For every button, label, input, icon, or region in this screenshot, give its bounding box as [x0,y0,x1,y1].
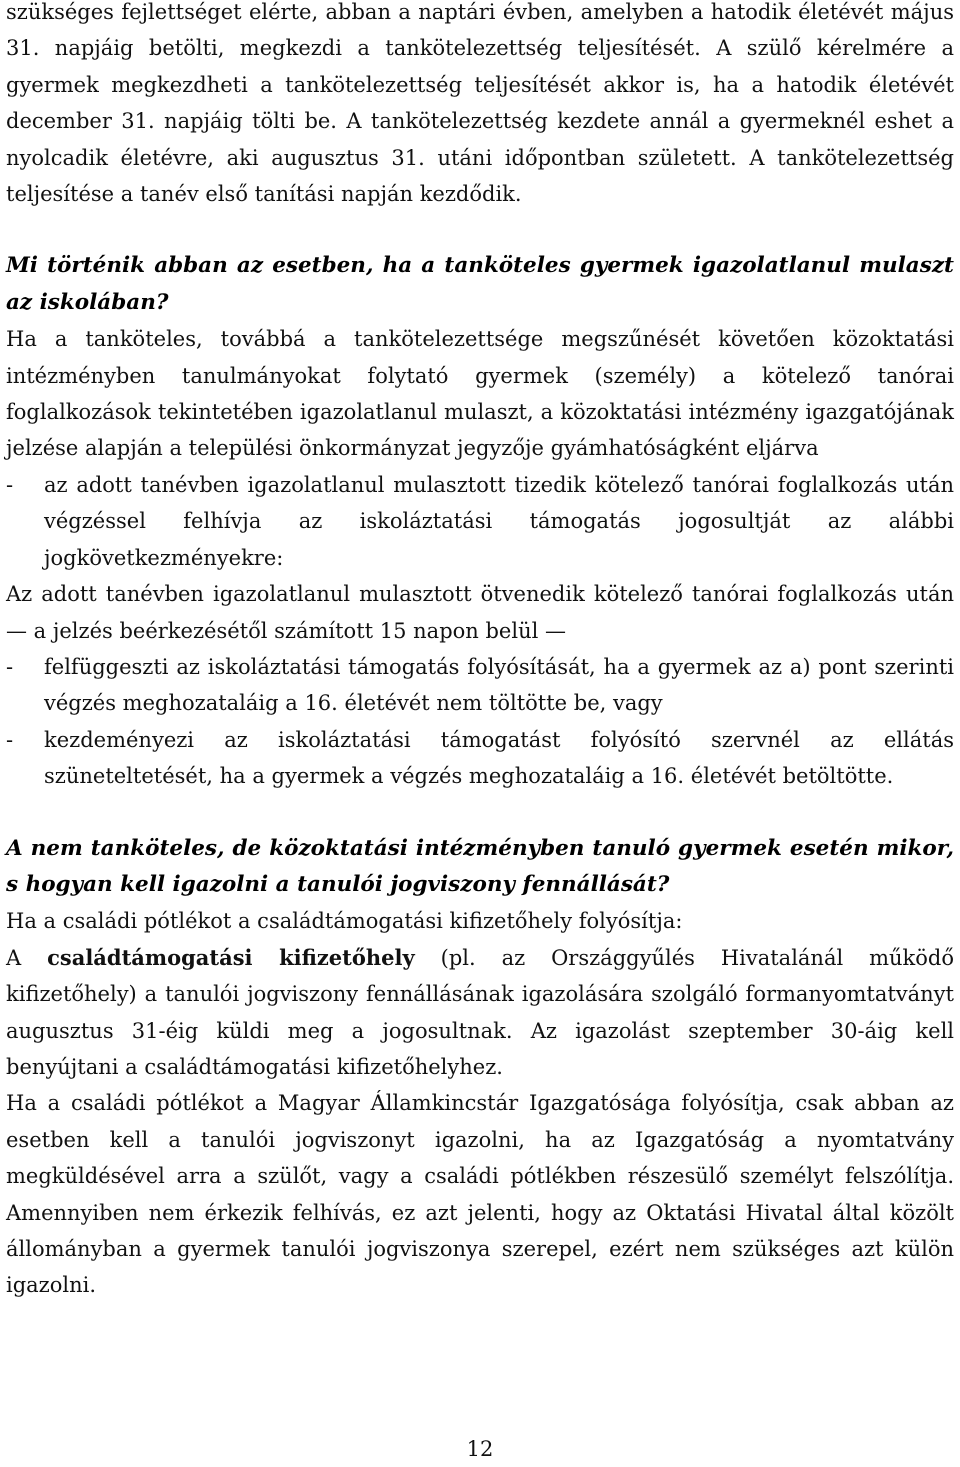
truancy-paragraph: Ha a tanköteles, továbbá a tankötelezettsége megszűnését követően közoktatási intézményben tanulmányokat folytató gyermek (személy) a kötelező tanórai foglalkozások tekintetében igazolatlanul mulaszt, a közoktatási intézmény igazgatójának jelzése alapján a települési önkormányzat jegyzője gyámhatóságként eljárva [6,327,954,461]
section-heading-enrollment: A nem tanköteles, de közoktatási intézményben tanuló gyermek esetén mikor, s hogyan kell igazolni a tanulói jogviszony fennállását? [6,835,954,897]
list-item [6,467,954,576]
list-dash: - [6,727,14,752]
payer-line: Ha a családi pótlékot a családtámogatási kifizetőhely folyósítja: [6,909,683,934]
consequence-paragraph: Az adott tanévben igazolatlanul mulasztott ötvenedik kötelező tanórai foglalkozás után — a jelzés beérkezésétől számított 15 napon belül — [6,582,954,643]
list-item [6,722,954,795]
section-heading-truancy: Mi történik abban az esetben, ha a tanköteles gyermek igazolatlanul mulaszt az iskolában? [6,253,954,315]
page-number: 12 [466,1437,494,1461]
list-dash: - [6,472,14,497]
document-page [6,0,954,1304]
list-item [6,649,954,722]
payer-paragraph-start: A [6,945,22,970]
list-item-text: kezdeményezi az iskoláztatási támogatást folyósító szervnél az ellátás szüneteltetését, ha a gyermek a végzés meghozataláig a 16. életévét betöltötte. [44,727,954,789]
payer-paragraph [6,940,954,1086]
payer-bold-term: családtámogatási kifizetőhely [47,944,415,970]
list-dash: - [6,654,14,679]
intro-paragraph: szükséges fejlettséget elérte, abban a naptári évben, amelyben a hatodik életévét május 31. napjáig betölti, megkezdi a tankötelezettség teljesítését. A szülő kérelmére a gyermek megkezdheti a tankötelezettség teljesítését akkor is, ha a hatodik életévét december 31. napjáig tölti be. A tankötelezettség kezdete annál a gyermeknél eshet a nyolcadik életévre, aki augusztus 31. utáni időpontban született. A tankötelezettség teljesítése a tanév első tanítási napján kezdődik. [6,0,954,207]
payer-paragraph-rest: (pl. az Országgyűlés Hivatalánál működő kifizetőhely) a tanulói jogviszony fennállásának igazolására szolgáló formanyomtatványt augusztus 31-éig küldi meg a jogosultnak. Az igazolást szeptember 30-áig kell benyújtani a családtámogatási kifizetőhelyhez. [6,945,955,1079]
list-item-text: az adott tanévben igazolatlanul mulasztott tizedik kötelező tanórai foglalkozás után végzéssel felhívja az iskoláztatási támogatás jogosultját az alábbi jogkövetkezményekre: [44,472,954,570]
treasury-paragraph: Ha a családi pótlékot a Magyar Államkincstár Igazgatósága folyósítja, csak abban az esetben kell a tanulói jogviszonyt igazolni, ha az Igazgatóság a nyomtatvány megküldésével arra a szülőt, vagy a családi pótlékben részesülő személyt felszólítja. Amennyiben nem érkezik felhívás, ez azt jelenti, hogy az Oktatási Hivatal által közölt állományban a gyermek tanulói jogviszonya szerepel, ezért nem szükséges azt külön igazolni. [6,1091,954,1298]
list-item-text: felfüggeszti az iskoláztatási támogatás folyósítását, ha a gyermek az a) pont szerinti végzés meghozataláig a 16. életévét nem töltötte be, vagy [44,654,954,716]
